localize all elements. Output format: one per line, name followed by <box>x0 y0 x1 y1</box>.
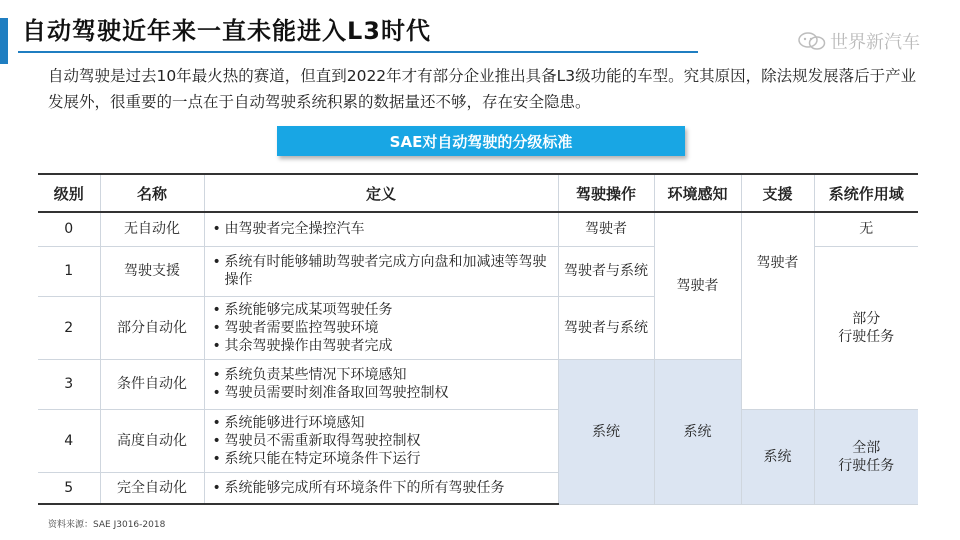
level-cell: 4 <box>38 409 100 472</box>
driving-op-cell: 系统 <box>558 359 654 504</box>
name-cell: 条件自动化 <box>100 359 204 409</box>
definition-cell <box>204 359 558 409</box>
header-definition: 定义 <box>204 174 558 212</box>
header-support: 支援 <box>741 174 814 212</box>
header-driving-operation: 驾驶操作 <box>558 174 654 212</box>
definition-cell <box>204 296 558 359</box>
definition-item: • 系统负责某些情况下环境感知 <box>211 366 552 384</box>
wechat-icon <box>798 31 826 51</box>
table-row <box>38 212 918 246</box>
header-system-domain: 系统作用域 <box>814 174 918 212</box>
definition-cell <box>204 472 558 504</box>
header-environment-perception: 环境感知 <box>654 174 741 212</box>
level-cell: 3 <box>38 359 100 409</box>
header-name: 名称 <box>100 174 204 212</box>
env-perception-cell: 系统 <box>654 359 741 504</box>
title-underline <box>18 51 698 53</box>
definition-item: • 驾驶员不需重新取得驾驶控制权 <box>211 432 552 450</box>
name-cell: 完全自动化 <box>100 472 204 504</box>
driving-op-cell: 驾驶者与系统 <box>558 296 654 359</box>
definition-cell <box>204 212 558 246</box>
system-domain-cell <box>814 246 918 409</box>
definition-item: • 驾驶员需要时刻准备取回驾驶控制权 <box>211 384 552 402</box>
driving-op-cell: 驾驶者 <box>558 212 654 246</box>
level-cell: 0 <box>38 212 100 246</box>
name-cell: 部分自动化 <box>100 296 204 359</box>
definition-item: • 系统有时能够辅助驾驶者完成方向盘和加减速等驾驶操作 <box>211 253 552 289</box>
level-cell: 5 <box>38 472 100 504</box>
definition-cell <box>204 409 558 472</box>
accent-bar <box>0 18 8 64</box>
page-title: 自动驾驶近年来一直未能进入L3时代 <box>22 17 431 45</box>
definition-item: • 系统能够完成某项驾驶任务 <box>211 301 552 319</box>
definition-item: • 系统能够完成所有环境条件下的所有驾驶任务 <box>211 479 552 497</box>
system-domain-cell <box>814 409 918 504</box>
source-note: 资料来源：SAE J3016-2018 <box>48 520 166 530</box>
definition-item: • 由驾驶者完全操控汽车 <box>211 220 552 238</box>
definition-item: • 其余驾驶操作由驾驶者完成 <box>211 337 552 355</box>
table-header-row <box>38 174 918 212</box>
env-perception-cell: 驾驶者 <box>654 212 741 359</box>
level-cell: 1 <box>38 246 100 296</box>
definition-item: • 驾驶者需要监控驾驶环境 <box>211 319 552 337</box>
domain-text-line2: 行驶任务 <box>838 328 895 345</box>
domain-text-line1: 部分 <box>852 310 881 327</box>
driving-op-cell: 驾驶者与系统 <box>558 246 654 296</box>
domain-text-line1: 全部 <box>852 439 881 456</box>
definition-cell <box>204 246 558 296</box>
table-row <box>38 409 918 472</box>
name-cell: 高度自动化 <box>100 409 204 472</box>
header-level: 级别 <box>38 174 100 212</box>
level-cell: 2 <box>38 296 100 359</box>
watermark-text: 世界新汽车 <box>830 32 920 53</box>
name-cell: 驾驶支援 <box>100 246 204 296</box>
definition-item: • 系统能够进行环境感知 <box>211 414 552 432</box>
system-domain-cell: 无 <box>814 212 918 246</box>
intro-paragraph: 自动驾驶是过去10年最火热的赛道，但直到2022年才有部分企业推出具备L3级功能的车型。究其原因，除法规发展落后于产业发展外，很重要的一点在于自动驾驶系统积累的数据量还不够，存在安全隐患。 <box>48 67 917 111</box>
watermark <box>798 28 920 54</box>
definition-item: • 系统只能在特定环境条件下运行 <box>211 450 552 468</box>
domain-text-line2: 行驶任务 <box>838 457 895 474</box>
support-cell: 系统 <box>741 409 814 504</box>
support-cell: 驾驶者 <box>741 212 814 409</box>
table-banner: SAE对自动驾驶的分级标准 <box>277 126 685 156</box>
name-cell: 无自动化 <box>100 212 204 246</box>
sae-level-table <box>38 173 918 505</box>
